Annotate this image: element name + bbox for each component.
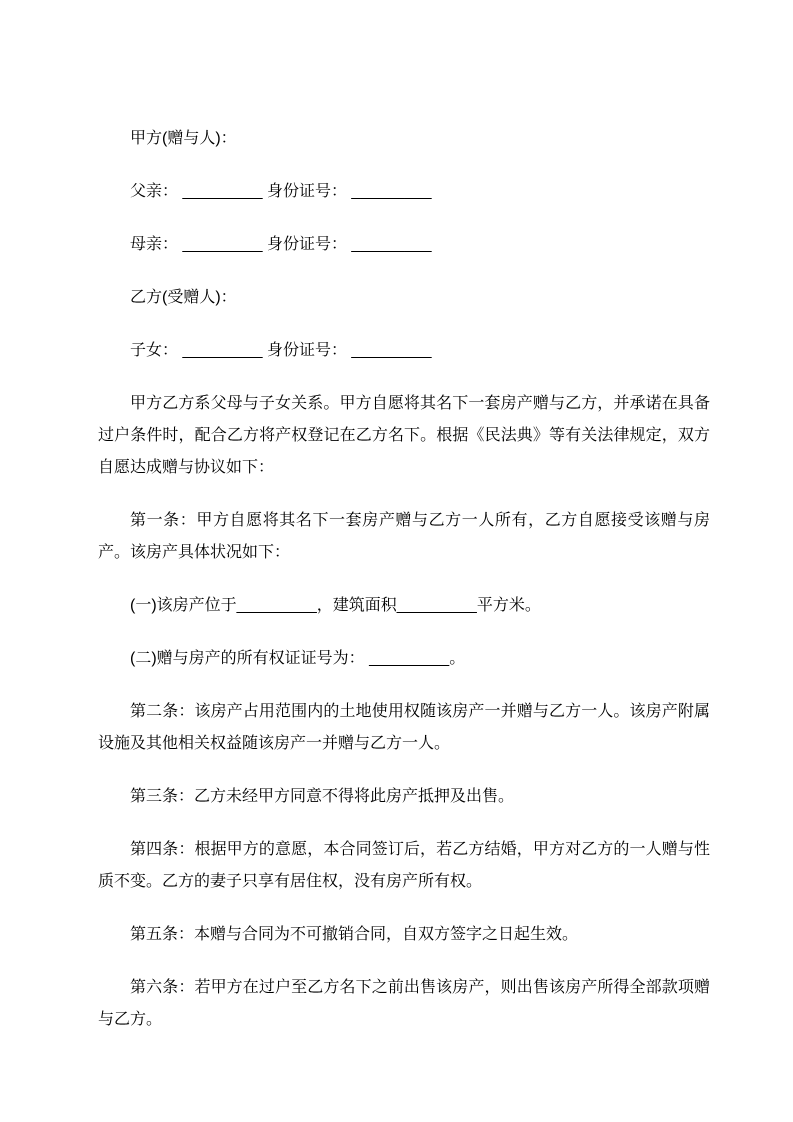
clause-5: 第五条：本赠与合同为不可撤销合同，自双方签字之日起生效。 bbox=[130, 926, 579, 943]
mother-info-line: 母亲： _________ 身份证号： _________ bbox=[130, 236, 432, 253]
clause-1: 第一条：甲方自愿将其名下一套房产赠与乙方一人所有，乙方自愿接受该赠与房产。该房产具体状况如下： bbox=[98, 512, 710, 561]
clause-4: 第四条：根据甲方的意愿，本合同签订后，若乙方结婚，甲方对乙方的一人赠与性质不变。乙方的妻子只享有居住权，没有房产所有权。 bbox=[98, 841, 710, 890]
clause-3: 第三条：乙方未经甲方同意不得将此房产抵押及出售。 bbox=[130, 788, 515, 805]
party-a-label-line: 甲方(赠与人)： bbox=[130, 130, 237, 147]
child-info-line: 子女： _________ 身份证号： _________ bbox=[130, 342, 432, 359]
clause-2: 第二条：该房产占用范围内的土地使用权随该房产一并赠与乙方一人。该房产附属设施及其他相关权益随该房产一并赠与乙方一人。 bbox=[98, 703, 710, 752]
preamble-paragraph: 甲方乙方系父母与子女关系。甲方自愿将其名下一套房产赠与乙方，并承诺在具备过户条件时，配合乙方将产权登记在乙方名下。根据《民法典》等有关法律规定，双方自愿达成赠与协议如下： bbox=[98, 395, 710, 476]
clause-6: 第六条：若甲方在过户至乙方名下之前出售该房产，则出售该房产所得全部款项赠与乙方。 bbox=[98, 979, 710, 1028]
clause-1-item-2: (二)赠与房产的所有权证证号为： _________。 bbox=[130, 650, 466, 667]
father-info-line: 父亲： _________ 身份证号： _________ bbox=[130, 183, 432, 200]
clause-1-item-1: (一)该房产位于_________，建筑面积_________平方米。 bbox=[130, 597, 541, 614]
party-b-label-line: 乙方(受赠人)： bbox=[130, 289, 237, 306]
